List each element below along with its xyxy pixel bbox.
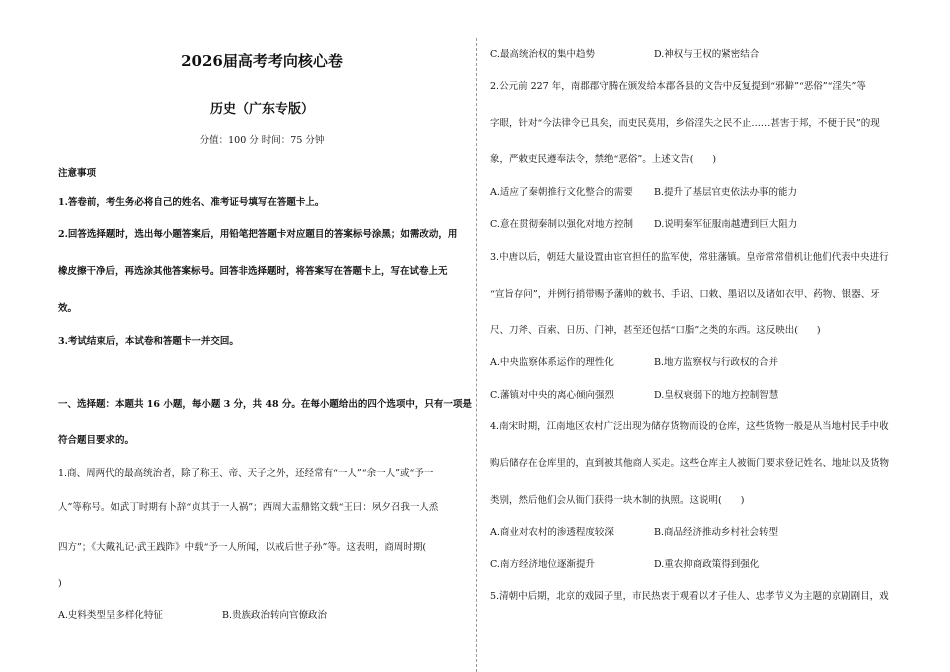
question-5-text: 5.清朝中后期，北京的戏园子里，市民热衷于观看以才子佳人、忠孝节义为主题的京剧剧目，戏 (490, 591, 889, 602)
notice-line: 3.考试结束后，本试卷和答题卡一并交回。 (58, 336, 239, 347)
section-heading: 符合题目要求的。 (58, 435, 135, 446)
question-4-text: 4.南宋时期，江南地区农村广泛出现为储存货物而设的仓库，这些货物一般是从当地村民手中收 (490, 421, 889, 432)
question-3-option-c: C.藩镇对中央的离心倾向强烈 (490, 390, 614, 401)
question-2-option-c: C.意在贯彻秦制以强化对地方控制 (490, 219, 633, 230)
question-3-option-b: B.地方监察权与行政权的合并 (654, 357, 779, 368)
question-2-text: 2.公元前 227 年，南郡郡守腾在颁发给本郡各县的文告中反复提到“邪僻”“恶俗”“淫失”等 (490, 81, 866, 92)
question-3-option-a: A.中央监察体系运作的理性化 (490, 357, 614, 368)
notice-line: 1.答卷前，考生务必将自己的姓名、准考证号填写在答题卡上。 (58, 197, 325, 208)
question-1-option-b: B.贵族政治转向官僚政治 (222, 610, 328, 621)
section-heading: 一、选择题：本题共 16 小题，每小题 3 分，共 48 分。在每小题给出的四个选项中，只有一项是 (58, 399, 472, 410)
question-1-text: 四方”；《大戴礼记·武王践阼》中载“予一人所闻，以戒后世子孙”等。这表明，商周时期( (58, 542, 427, 553)
question-2-text: 字眼，针对“今法律令已具矣，而吏民莫用，乡俗淫失之民不止……甚害于邦，不便于民”的现 (490, 118, 880, 129)
question-4-option-b: B.商品经济推动乡村社会转型 (654, 527, 779, 538)
question-4-text: 类别，然后他们会从衙门获得一块木制的执照。这说明( ) (490, 495, 745, 506)
question-3-text: 尺、刀斧、百索、日历、门神，甚至还包括“口脂”之类的东西。这反映出( ) (490, 325, 821, 336)
column-divider (476, 38, 477, 672)
question-1-text: ) (58, 578, 62, 589)
question-2-text: 象，严敕吏民遵奉法令，禁绝“恶俗”。上述文告( ) (490, 154, 717, 165)
question-1-option-a: A.史料类型呈多样化特征 (58, 610, 163, 621)
question-2-option-d: D.说明秦军征服南越遭到巨大阻力 (654, 219, 798, 230)
notice-line: 橡皮擦干净后，再选涂其他答案标号。回答非选择题时，将答案写在答题卡上，写在试卷上无 (58, 266, 448, 277)
page-title: 2026届高考考向核心卷 (181, 52, 343, 70)
question-4-option-c: C.南方经济地位逐渐提升 (490, 559, 595, 570)
question-2-option-b: B.提升了基层官吏依法办事的能力 (654, 187, 798, 198)
question-1-option-c: C.最高统治权的集中趋势 (490, 49, 595, 60)
question-1-text: 人”等称号。如武丁时期有卜辞“贞其于一人祸”；西周大盂鼎铭文载“王曰：夙夕召我一人烝 (58, 502, 439, 513)
question-3-text: 3.中唐以后，朝廷大量设置由宦官担任的监军使，常驻藩镇。皇帝常常借机让他们代表中央进行 (490, 252, 889, 263)
question-3-text: “宣旨存问”，并例行捎带赐予藩帅的敕书、手诏、口敕、墨诏以及诸如衣甲、药物、银器、牙 (490, 289, 880, 300)
question-2-option-a: A.适应了秦朝推行文化整合的需要 (490, 187, 633, 198)
notice-line: 效。 (58, 303, 78, 314)
page-subtitle: 历史（广东专版） (209, 102, 314, 117)
question-1-option-d: D.神权与王权的紧密结合 (654, 49, 760, 60)
notice-heading: 注意事项 (58, 168, 97, 179)
question-3-option-d: D.皇权衰弱下的地方控制智慧 (654, 390, 779, 401)
question-4-option-d: D.重农抑商政策得到强化 (654, 559, 760, 570)
question-4-option-a: A.商业对农村的渗透程度较深 (490, 527, 614, 538)
question-1-text: 1.商、周两代的最高统治者，除了称王、帝、天子之外，还经常有“一人”“余一人”或“予一 (58, 468, 434, 479)
notice-line: 2.回答选择题时，选出每小题答案后，用铅笔把答题卡对应题目的答案标号涂黑；如需改动，用 (58, 229, 458, 240)
question-4-text: 购后储存在仓库里的，直到被其他商人买走。这些仓库主人被衙门要求登记姓名、地址以及货物 (490, 458, 890, 469)
exam-meta: 分值：100 分 时间：75 分钟 (199, 135, 325, 146)
